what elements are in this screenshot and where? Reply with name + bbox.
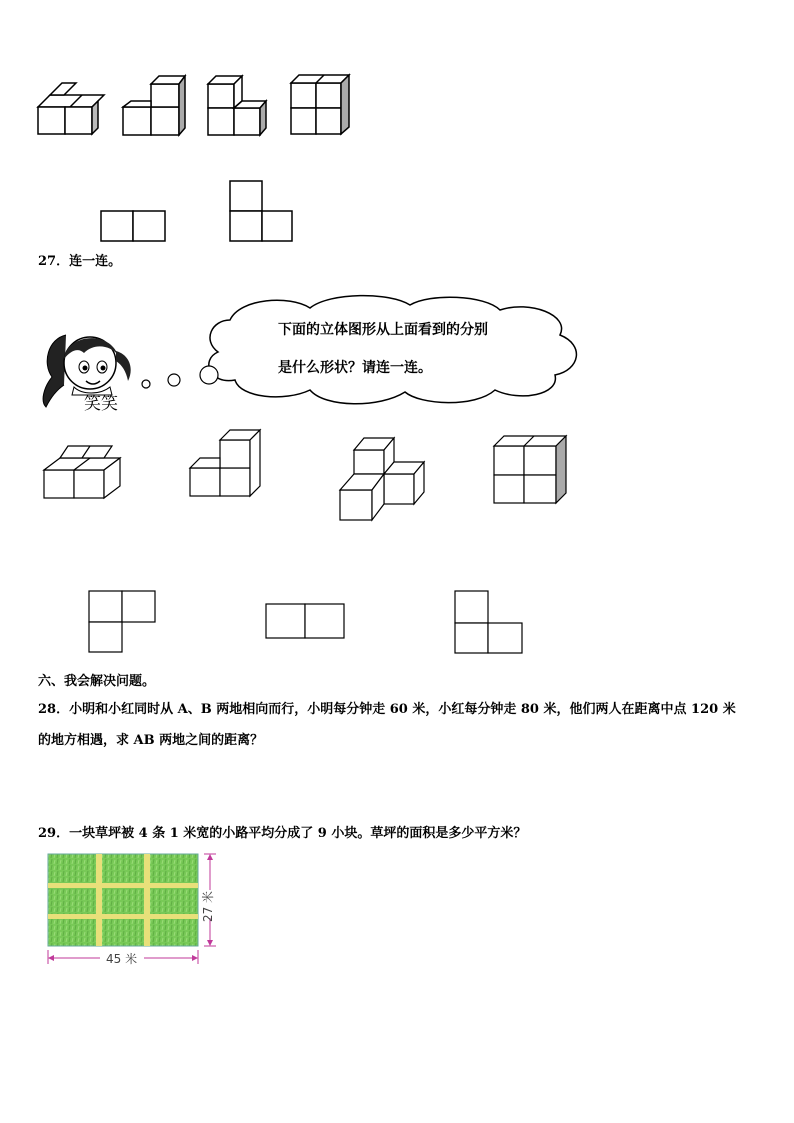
q28-line-2: 的地方相遇，求 AB 两地之间的距离？	[38, 733, 264, 748]
section-6-title: 六、我会解决问题。	[38, 674, 156, 689]
lawn-height-label: 27 米	[201, 890, 216, 923]
prev-solid-figure-1	[0, 0, 794, 260]
bubble-line-1: 下面的立体图形从上面看到的分别	[278, 322, 488, 338]
bubble-line-2: 是什么形状？请连一连。	[278, 360, 432, 376]
q29-text: 29．一块草坪被 4 条 1 米宽的小路平均分成了 9 小块。草坪的面积是多少平方米？	[38, 826, 527, 841]
thought-cloud	[140, 290, 590, 410]
lawn-width-label: 45 米	[106, 952, 138, 966]
character-caption: 笑笑	[84, 394, 118, 414]
q28-line-1: 28．小明和小红同时从 A、B 两地相向而行，小明每分钟走 60 米，小红每分钟走 80 米，他们两人在距离中点 120 米	[38, 702, 736, 717]
q27-title: 27．连一连。	[38, 254, 122, 269]
top-views-row	[0, 585, 794, 665]
solid-figures-row	[0, 420, 794, 530]
